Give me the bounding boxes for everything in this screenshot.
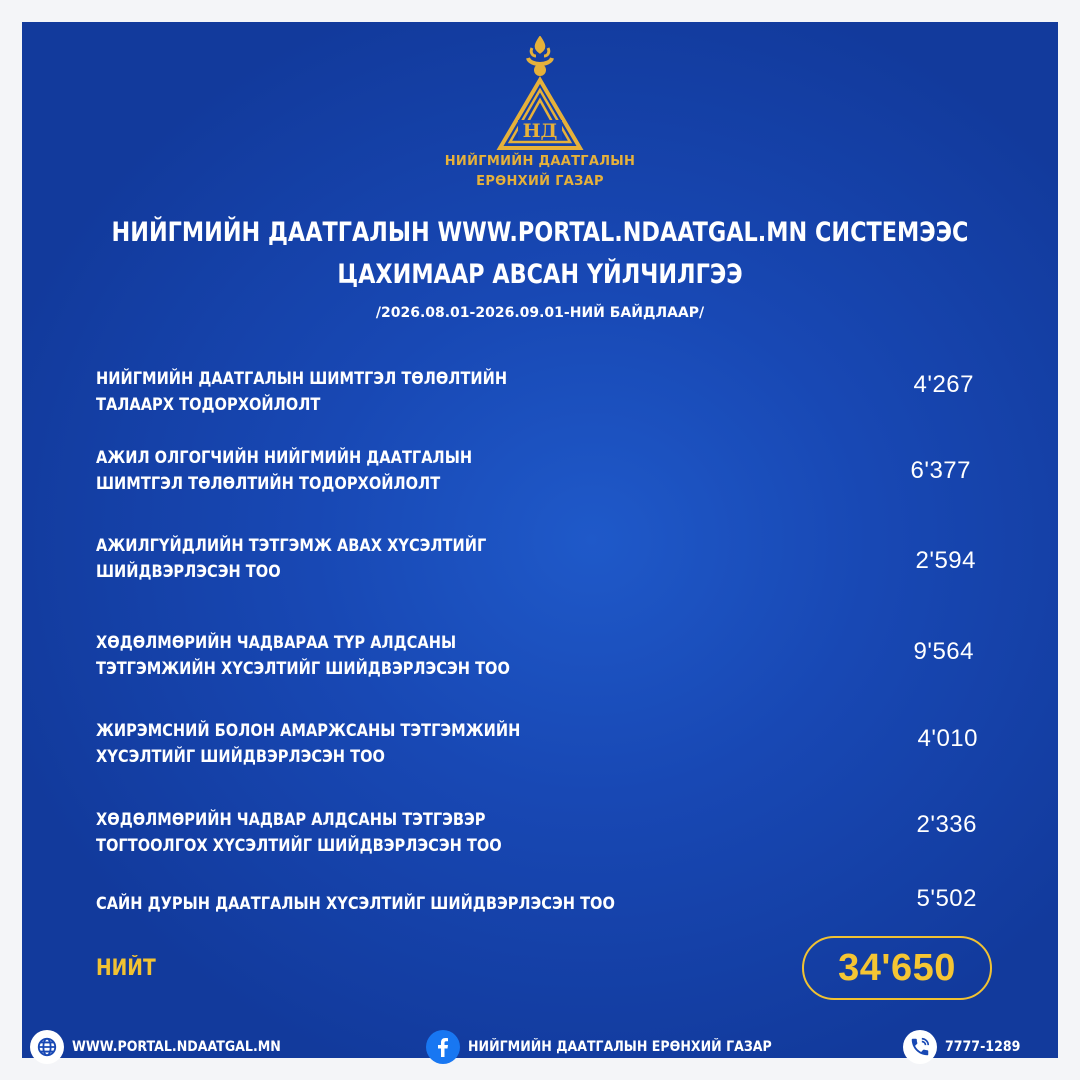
service-label: САЙН ДУРЫН ДААТГАЛЫН ХҮСЭЛТИЙГ ШИЙДВЭРЛЭСЭН ТОО	[96, 894, 615, 914]
phone-number[interactable]: 7777-1289	[945, 1039, 1021, 1055]
service-value: 6'377	[910, 457, 971, 484]
service-label: НИЙГМИЙН ДААТГАЛЫН ШИМТГЭЛ ТӨЛӨЛТИЙН ТАЛААРХ ТОДОРХОЙЛОЛТ	[96, 369, 508, 415]
service-value: 9'564	[913, 638, 974, 665]
page-title-line1: НИЙГМИЙН ДААТГАЛЫН WWW.PORTAL.NDAATGAL.MN СИСТЕМЭЭС	[111, 217, 969, 248]
footer-website[interactable]	[30, 1030, 304, 1064]
globe-icon	[30, 1030, 64, 1064]
ndaatgal-logo	[490, 36, 590, 154]
org-name-line2: ЕРӨНХИЙ ГАЗАР	[476, 174, 604, 189]
service-label: ХӨДӨЛМӨРИЙН ЧАДВАРАА ТҮР АЛДСАНЫ ТЭТГЭМЖИЙН ХҮСЭЛТИЙГ ШИЙДВЭРЛЭСЭН ТОО	[96, 633, 510, 679]
footer-facebook[interactable]	[426, 1030, 806, 1064]
website-link[interactable]: WWW.PORTAL.NDAATGAL.MN	[72, 1039, 281, 1055]
service-value: 4'010	[917, 725, 978, 752]
total-badge	[802, 936, 992, 1000]
facebook-page-link[interactable]: НИЙГМИЙН ДААТГАЛЫН ЕРӨНХИЙ ГАЗАР	[468, 1039, 772, 1055]
service-label: АЖИЛГҮЙДЛИЙН ТЭТГЭМЖ АВАХ ХҮСЭЛТИЙГ ШИЙДВЭРЛЭСЭН ТОО	[96, 536, 487, 582]
period-subtitle: /2026.08.01-2026.09.01-НИЙ БАЙДЛААР/	[375, 305, 705, 321]
service-label: ХӨДӨЛМӨРИЙН ЧАДВАР АЛДСАНЫ ТЭТГЭВЭР ТОГТООЛГОХ ХҮСЭЛТИЙГ ШИЙДВЭРЛЭСЭН ТОО	[96, 810, 502, 856]
org-name-line1: НИЙГМИЙН ДААТГАЛЫН	[444, 154, 636, 169]
service-label: ЖИРЭМСНИЙ БОЛОН АМАРЖСАНЫ ТЭТГЭМЖИЙН ХҮСЭЛТИЙГ ШИЙДВЭРЛЭСЭН ТОО	[96, 721, 521, 767]
facebook-icon	[426, 1030, 460, 1064]
service-value: 2'336	[916, 811, 977, 838]
phone-icon	[903, 1030, 937, 1064]
service-value: 5'502	[916, 885, 977, 912]
total-value: 34'650	[838, 946, 956, 989]
svg-text:НД: НД	[522, 120, 558, 142]
service-value: 2'594	[915, 547, 976, 574]
service-value: 4'267	[913, 371, 974, 398]
service-label: АЖИЛ ОЛГОГЧИЙН НИЙГМИЙН ДААТГАЛЫН ШИМТГЭЛ ТӨЛӨЛТИЙН ТОДОРХОЙЛОЛТ	[96, 448, 473, 494]
total-label: НИЙТ	[96, 956, 156, 981]
footer-phone[interactable]	[903, 1030, 1029, 1064]
page-title-line2: ЦАХИМААР АВСАН ҮЙЛЧИЛГЭЭ	[337, 259, 743, 290]
